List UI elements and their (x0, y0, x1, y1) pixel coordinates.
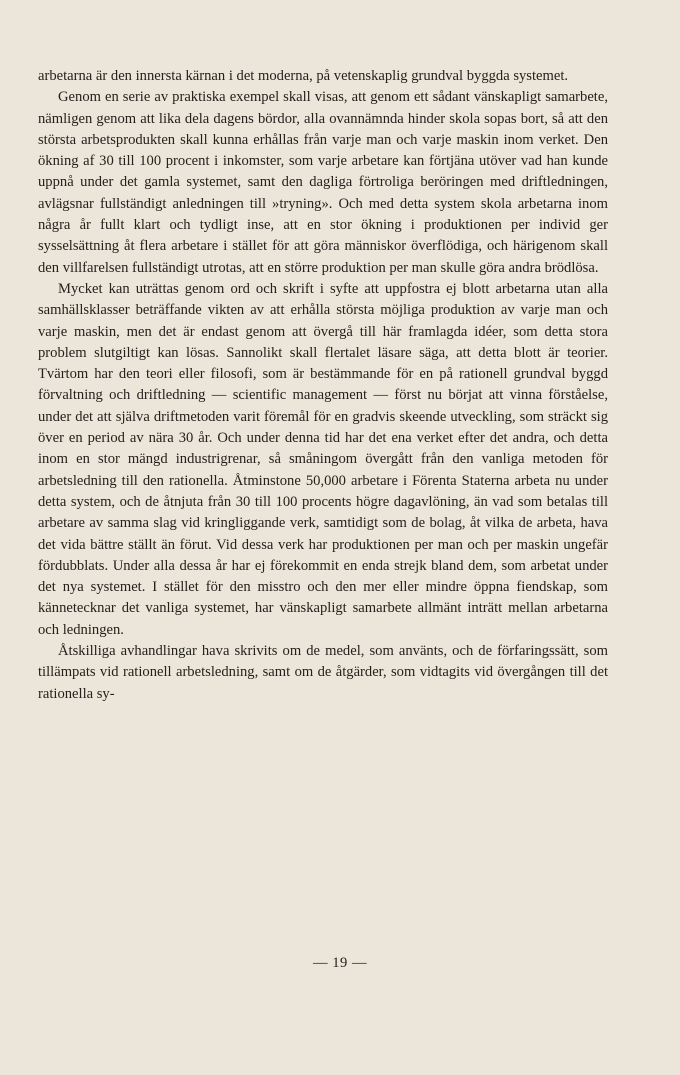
paragraph-2: Genom en serie av praktiska exempel skall visas, att genom ett sådant vänskapligt samarbete, nämligen genom att lika dela dagens bördor, alla ovannämnda hinder skola sopas bort, så att den största arbetsprodukten skall kunna erhållas från varje man och varje maskin inom verket. Den ökning af 30 till 100 procent i inkomster, som varje arbetare kan förtjäna utöver vad han kunde uppnå under det gamla systemet, samt den dagliga förtroliga beröringen med driftledningen, avlägsnar fullständigt anledningen till »tryning». Och med detta system skola arbetarna inom några år fullt klart och tydligt inse, att en stor ökning i produktionen per individ ger sysselsättning åt flera arbetare i stället för att göra människor överflödiga, och härigenom skall den villfarelsen fullständigt utrotas, att en större produktion per man skulle göra andra brödlösa. (38, 89, 608, 276)
paragraph-1: arbetarna är den innersta kärnan i det moderna, på vetenskaplig grundval byggda systemet. (38, 68, 569, 84)
body-text (38, 66, 608, 705)
page-number: — 19 — (312, 955, 368, 971)
paragraph-4: Åtskilliga avhandlingar hava skrivits om de medel, som använts, och de förfaringssätt, som tillämpats vid rationell arbetsledning, samt om de åtgärder, som vidtagits vid övergången till det rationella sy- (38, 643, 608, 702)
paragraph-3: Mycket kan uträttas genom ord och skrift i syfte att uppfostra ej blott arbetarna utan alla samhällsklasser beträffande vikten av att erhålla största möjliga produktion av varje man och varje maskin, men det är endast genom att övergå till här framlagda idéer, som detta stora problem slutgiltigt kan lösas. Sannolikt skall flertalet läsare säga, att detta blott är teorier. Tvärtom har den teori eller filosofi, som är bestämmande för en på rationell grundval byggd förvaltning och driftledning — scientific management — först nu börjat att vinna förståelse, under det att själva driftmetoden varit föremål för en gradvis skeende utveckling, som sträckt sig över en period av nära 30 år. Och under denna tid har det ena verket efter det andra, och detta inom en stor mängd industrigrenar, så småningom övergått från den vanliga metoden för arbetsledning till den rationella. Åtminstone 50,000 arbetare i Förenta Staterna arbeta nu under detta system, och de åtnjuta från 30 till 100 procents högre dagavlöning, än vad som betalas till arbetare av samma slag vid kringliggande verk, samtidigt som de bolag, åt vilka de arbeta, hava det vida bättre ställt än förut. Vid dessa verk har produktionen per man och per maskin ungefär fördubblats. Under alla dessa år har ej förekommit en enda strejk bland dem, som arbetat under det nya systemet. I stället för den misstro och den mer eller mindre öppna fiendskap, som kännetecknar det vanliga systemet, har vänskapligt samarbete allmänt inträtt mellan arbetarna och ledningen. (38, 280, 608, 638)
